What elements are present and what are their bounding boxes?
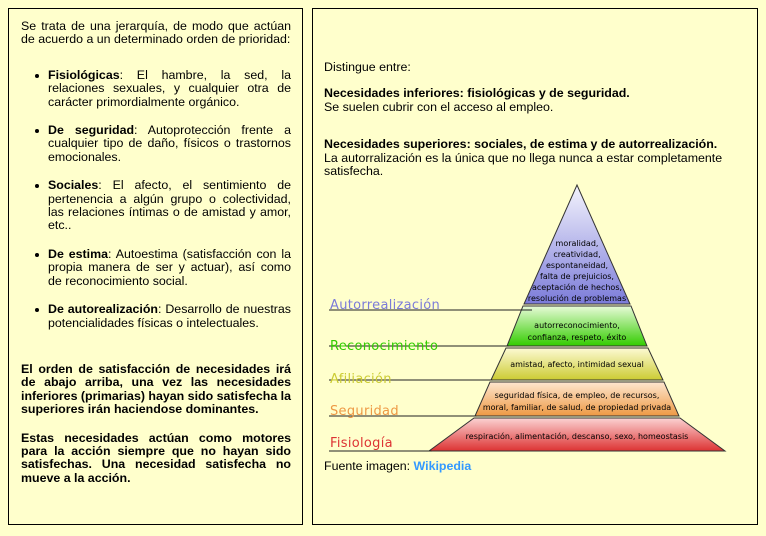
need-term: De estima xyxy=(48,246,109,261)
level-detail: aceptación de hechos, xyxy=(531,283,623,292)
left-panel xyxy=(8,8,303,525)
need-description: : Autoestima (satisfacción con la propia manera de ser y actuar), así como de reconocimiento social. xyxy=(48,246,292,288)
intro-text: Se trata de una jerarquía, de modo que actúan de acuerdo a un determinado orden de prioridad: xyxy=(21,19,291,47)
need-description: : El hambre, la sed, la relaciones sexuales, y cualquier otra de carácter primordialmente orgánico. xyxy=(48,67,291,109)
need-term: Fisiológicas xyxy=(48,67,120,82)
list-item xyxy=(48,248,291,288)
list-item xyxy=(48,124,291,164)
list-item xyxy=(48,303,291,330)
summary-order: El orden de satisfacción de necesidades irá de abajo arriba, una vez las necesidades inferiores (primarias) hayan sido satisfecha la superiores irán haciendose dominantes. xyxy=(21,361,291,417)
distingue-text: Distingue entre: xyxy=(324,60,411,74)
level-detail: falta de prejuicios, xyxy=(540,272,614,281)
level-detail: creatividad, xyxy=(553,250,601,259)
summary-motors: Estas necesidades actúan como motores para la acción siempre que no hayan sido satisfechas. Una necesidad satisfecha no mueve a la acción. xyxy=(21,430,291,485)
level-label-fisiologia: Fisiología xyxy=(330,436,393,451)
level-detail: respiración, alimentación, descanso, sexo, homeostasis xyxy=(465,432,689,441)
list-item xyxy=(48,69,291,109)
image-source xyxy=(324,460,471,473)
level-detail: confianza, respeto, éxito xyxy=(527,333,627,342)
level-label-reconocimiento: Reconocimiento xyxy=(330,339,439,354)
maslow-pyramid xyxy=(327,183,727,455)
level-detail: seguridad física, de empleo, de recursos, xyxy=(494,391,660,400)
need-term: De autorealización xyxy=(48,302,158,317)
need-description: : Autoprotección frente a cualquier tipo de daño, físicos o trastornos emocionales. xyxy=(48,123,291,164)
inferiores-title: Necesidades inferiores: fisiológicas y de seguridad. xyxy=(324,86,630,101)
need-description: : Desarrollo de nuestras potencialidades físicas o intelectuales. xyxy=(48,302,292,330)
need-description: : El afecto, el sentimiento de pertenencia a algún grupo o colectividad, las relaciones íntimas o de amistad y amor, etc.. xyxy=(48,178,291,233)
right-panel xyxy=(312,8,758,525)
superiores-title: Necesidades superiores: sociales, de estima y de autorrealización. xyxy=(324,137,718,152)
need-term: De seguridad xyxy=(48,123,135,138)
level-detail: moralidad, xyxy=(555,239,599,248)
need-term: Sociales xyxy=(48,178,99,193)
list-item xyxy=(48,179,291,233)
level-detail: moral, familiar, de salud, de propiedad privada xyxy=(482,403,672,412)
level-label-seguridad: Seguridad xyxy=(330,404,399,419)
level-label-afiliacion: Afiliación xyxy=(330,372,392,387)
level-detail: resolución de problemas xyxy=(527,294,627,303)
level-detail: autorreconocimiento, xyxy=(534,321,620,330)
needs-list xyxy=(21,69,291,330)
level-detail: amistad, afecto, intimidad sexual xyxy=(510,360,644,369)
level-detail: espontaneidad, xyxy=(546,261,608,270)
inferiores-text: Se suelen cubrir con el acceso al empleo. xyxy=(324,99,554,114)
source-label: Fuente imagen: xyxy=(324,459,414,473)
superiores-text: La autorralización es la única que no llega nunca a estar completamente satisfecha. xyxy=(324,150,723,179)
wikipedia-link[interactable]: Wikipedia xyxy=(413,459,472,473)
level-label-autorrealizacion: Autorrealización xyxy=(330,298,441,313)
